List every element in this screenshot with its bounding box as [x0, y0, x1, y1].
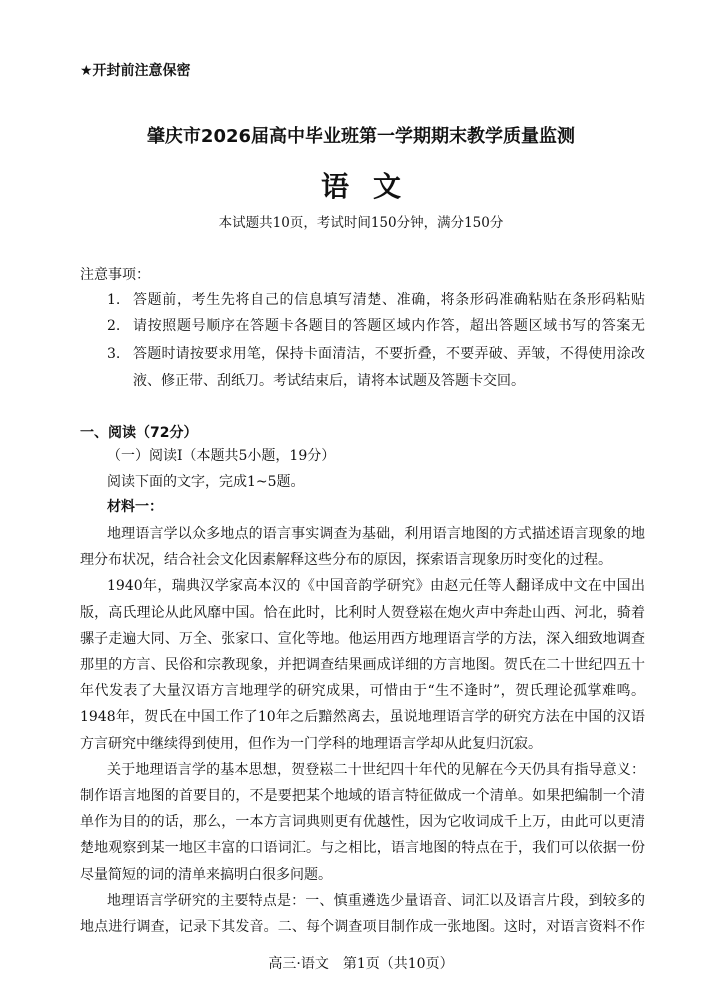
subsection-heading: （一）阅读Ⅰ（本题共5小题，19分）	[107, 448, 336, 464]
passage-line: 年代发表了大量汉语方言地理学的研究成果，可惜由于“生不逢时”，贺氏理论孤掌难鸣。	[80, 683, 645, 700]
passage-line: 楚地观察到某一地区丰富的口语词汇。与之相比，语言地图的特点在于，我们可以依据一份	[80, 840, 645, 857]
note-line: 答题前，考生先将自己的信息填写清楚、准确，将条形码准确粘贴在条形码粘贴	[133, 292, 645, 308]
instruction: 阅读下面的文字，完成1~5题。	[107, 474, 305, 490]
exam-info: 本试题共10页，考试时间150分钟，满分150分	[218, 215, 504, 231]
passage-line: 尽量简短的词的清单来搞明白很多问题。	[80, 866, 332, 883]
passage-line: 骡子走遍大同、万全、张家口、宣化等地。他运用西方地理语言学的方法，深入细致地调查	[80, 630, 645, 647]
passage-line: 地理语言学研究的主要特点是：一、慎重遴选少量语音、词汇以及语言片段，到较多的	[107, 892, 645, 909]
passage-line: 1948年，贺氏在中国工作了10年之后黯然离去，虽说地理语言学的研究方法在中国的汉语	[80, 709, 645, 726]
note-line: 请按照题号顺序在答题卡各题目的答题区域内作答，超出答题区域书写的答案无	[133, 318, 645, 334]
passage-line: 1940年，瑞典汉学家高本汉的《中国音韵学研究》由赵元任等人翻译成中文在中国出	[107, 578, 645, 595]
exam-title: 肇庆市2026届高中毕业班第一学期期末教学质量监测	[146, 126, 576, 147]
passage-line: 理分布状况，结合社会文化因素解释这些分布的原因，探索语言现象历时变化的过程。	[80, 552, 612, 569]
note-line: 液、修正带、刮纸刀。考试结束后，请将本试题及答题卡交回。	[133, 373, 525, 389]
subject-title: 语文	[320, 170, 425, 203]
passage-line: 单作为目的的话，那么，一本方言词典则更有优越性，因为它收词成千上万，由此可以更清	[80, 814, 645, 831]
passage-line: 制作语言地图的首要目的，不是要把某个地域的语言特征做成一个清单。如果把编制一个清	[80, 788, 645, 804]
notes-heading: 注意事项：	[80, 267, 150, 283]
passage-line: 那里的方言、民俗和宗教现象，并把调查结果画成详细的方言地图。贺氏在二十世纪四五十	[80, 657, 645, 673]
confidential-notice: ★开封前注意保密	[80, 63, 191, 79]
passage-line: 关于地理语言学的基本思想，贺登崧二十世纪四十年代的见解在今天仍具有指导意义：	[107, 761, 645, 778]
passage-line: 版，高氏理论从此风靡中国。恰在此时，比利时人贺登崧在炮火声中奔赴山西、河北，骑着	[80, 604, 645, 621]
note-line: 答题时请按要求用笔，保持卡面清洁，不要折叠，不要弄破、弄皱，不得使用涂改	[133, 346, 645, 362]
note-number: 1.	[107, 292, 121, 308]
material-label: 材料一：	[107, 499, 163, 515]
page-footer: 高三·语文 第1页（共10页）	[268, 956, 454, 972]
section-heading: 一、阅读（72分）	[80, 425, 198, 441]
passage-line: 方言研究中继续得到使用，但作为一门学科的地理语言学却从此复归沉寂。	[80, 735, 542, 752]
passage-line: 地点进行调查，记录下其发音。二、每个调查项目制作成一张地图。这时，对语言资料不作	[80, 919, 645, 935]
note-number: 3.	[107, 346, 121, 362]
passage-line: 地理语言学以众多地点的语言事实调查为基础，利用语言地图的方式描述语言现象的地	[107, 526, 645, 542]
note-number: 2.	[107, 318, 121, 334]
